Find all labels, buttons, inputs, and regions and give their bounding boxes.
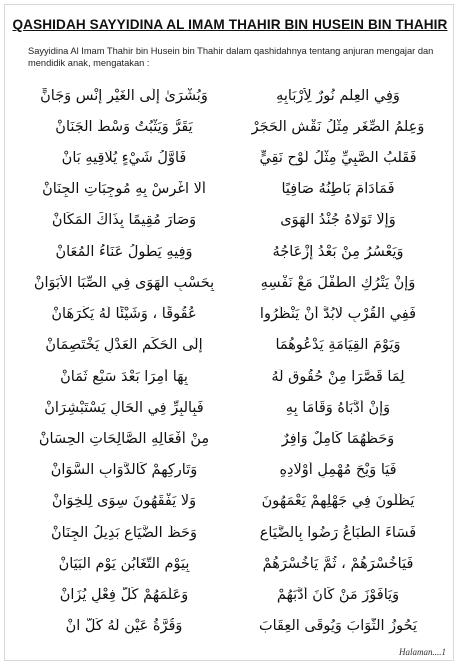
verse-row <box>24 299 438 330</box>
verse-row <box>24 486 438 517</box>
verse-first-hemistich: وَيَافَوْزَ مَنْ كَانَ أَدَّبَهُمْ <box>276 587 400 604</box>
verse-first-hemistich: وَإِنْ يَتْرُكِ الطِّفْلَ مَعْ نَفْسِهِ <box>260 274 416 291</box>
verse-first-hemistich: وَعِلْمُ الصِّغَرِ مِثْلُ نَقْشِ الْحَجَرْ <box>251 118 425 135</box>
verse-first-hemistich: فَسَاءَ الطِّبَاعُ رَضُوا بِالضَّيَاعِ <box>259 524 417 541</box>
verse-first-hemistich: وَإِلَّا تَوَلَّاهُ جُنْدُ الْهَوَى <box>280 212 396 229</box>
verse-first-hemistich: فَيَا وَيْحَ مُهْمِلِ أَوْلَادِهِ <box>279 462 397 479</box>
verse-row <box>24 580 438 611</box>
verse-row <box>24 361 438 392</box>
verse-first-hemistich: فَمَادَامَ بَاطِنُهُ صَافِيًا <box>281 181 395 198</box>
verse-row <box>24 455 438 486</box>
verse-second-hemistich: بِهَا أُمِرَا بَعْدَ سَبْعٍ ثَمَانْ <box>60 368 188 385</box>
verse-row <box>24 236 438 267</box>
verse-second-hemistich: فَأَوَّلُ شَيْءٍ يُلَاقِيهِ بَانْ <box>61 150 187 167</box>
verse-second-hemistich: وَلَا يَفْقَهُونَ سِوَى لِلْخِوَانْ <box>51 493 197 510</box>
verse-row <box>24 392 438 423</box>
page-number: Halaman....1 <box>399 647 446 657</box>
verse-row <box>24 330 438 361</box>
verse-first-hemistich: وَإِنْ أَدَّبَاهُ وَقَامَا بِهِ <box>285 399 391 416</box>
page-title: QASHIDAH SAYYIDINA AL IMAM THAHIR BIN HUSEIN BIN THAHIR <box>12 17 448 32</box>
verse-row <box>24 80 438 111</box>
verse-first-hemistich: يَظُلُّونَ فِي جَهْلِهِمْ يَعْمَهُونَ <box>261 493 415 510</box>
verse-first-hemistich: وَحَظُّهُمَا كَامِلٌ وَافِرٌ <box>281 431 395 448</box>
verse-first-hemistich: وَفِي الْعِلْمِ نُورٌ لِأَرْبَابِهِ <box>276 87 400 104</box>
verses-list <box>24 80 438 642</box>
verse-second-hemistich: وَعَلَّمَهُمْ كُلَّ فِعْلٍ يُزَانْ <box>59 587 189 604</box>
verse-second-hemistich: إِلَى الْحَكَمِ الْعَدْلِ يَخْتَصِمَانْ <box>45 337 203 354</box>
verse-second-hemistich: وَتَارِكِهِمْ كَالدَّوَابِ السَّوَانْ <box>50 462 198 479</box>
verse-first-hemistich: لِمَا قَصَّرَا مِنْ حُقُوقٍ لَهُ <box>271 368 405 385</box>
verse-second-hemistich: يَقَرُّ وَيَثْبُتُ وَسْطَ الْجَنَانْ <box>55 118 193 135</box>
verse-row <box>24 267 438 298</box>
verse-second-hemistich: أَلَا اغْرِسْ بِهِ مُوجِبَاتِ الْجِنَانْ <box>42 181 206 198</box>
verse-second-hemistich: وَقُرَّةُ عَيْنٍ لَهُ كُلَّ آنْ <box>65 618 183 635</box>
verse-first-hemistich: فَفِي الْقُرْبِ لَابُدَّ أَنْ يَنْظُرُوا <box>259 306 417 323</box>
verse-second-hemistich: عُقُوقًا ، وَشَيْئًا لَهُ يَكْرَهَانْ <box>51 306 197 323</box>
verse-second-hemistich: بِيَوْمِ التَّغَابُنِ يَوْمِ الْبَيَانْ <box>58 555 190 572</box>
verse-second-hemistich: وَفِيهِ يَطُولُ عَنَاءُ الْمُعَانْ <box>55 243 193 260</box>
verse-row <box>24 517 438 548</box>
verse-row <box>24 174 438 205</box>
verse-second-hemistich: وَبُشْرَىٰ إِلَى الْغَيْرِ إِنْسٍ وَجَانٍّ <box>40 87 208 104</box>
verse-second-hemistich: مِنْ أَفْعَالِهِ الصَّالِحَاتِ الْحِسَانْ <box>38 431 210 448</box>
verse-row <box>24 142 438 173</box>
verse-second-hemistich: بِحَسْبِ الْهَوَى فِي الصِّبَا الْأَبَوَانْ <box>33 274 215 291</box>
verse-row <box>24 205 438 236</box>
verse-second-hemistich: فَبِالْبِرِّ فِي الْحَالِ يَسْتَبْشِرَانْ <box>44 399 204 416</box>
verse-first-hemistich: فَقَلْبُ الصَّبِيِّ مِثْلُ لَوْحٍ نَقِيٍّ <box>259 150 417 167</box>
verse-row <box>24 423 438 454</box>
verse-first-hemistich: وَيَوْمَ الْقِيَامَةِ يَدْعُوهُمَا <box>275 337 401 354</box>
verse-first-hemistich: وَيَعْسُرُ مِنْ بَعْدُ إِزْعَاجُهُ <box>272 243 404 260</box>
verse-second-hemistich: وَحَظُّ الضَّيَاعِ بَدِيلُ الْجِنَانْ <box>51 524 197 541</box>
verse-second-hemistich: وَصَارَ مُقِيمًا بِذَاكَ الْمَكَانْ <box>51 212 197 229</box>
verse-row <box>24 548 438 579</box>
verse-row <box>24 111 438 142</box>
intro-paragraph: Sayyidina Al Imam Thahir bin Husein bin Thahir dalam qashidahnya tentang anjuran mengajar dan mendidik anak, mengatakan : <box>28 46 434 68</box>
verse-row <box>24 611 438 642</box>
verse-first-hemistich: فَيَاخُسْرَهُمْ ، ثُمَّ يَاخُسْرَهُمْ <box>262 555 414 572</box>
verse-first-hemistich: يَحُوزُ الثَّوَابَ وَيُوقَى الْعِقَابَ <box>258 618 418 635</box>
